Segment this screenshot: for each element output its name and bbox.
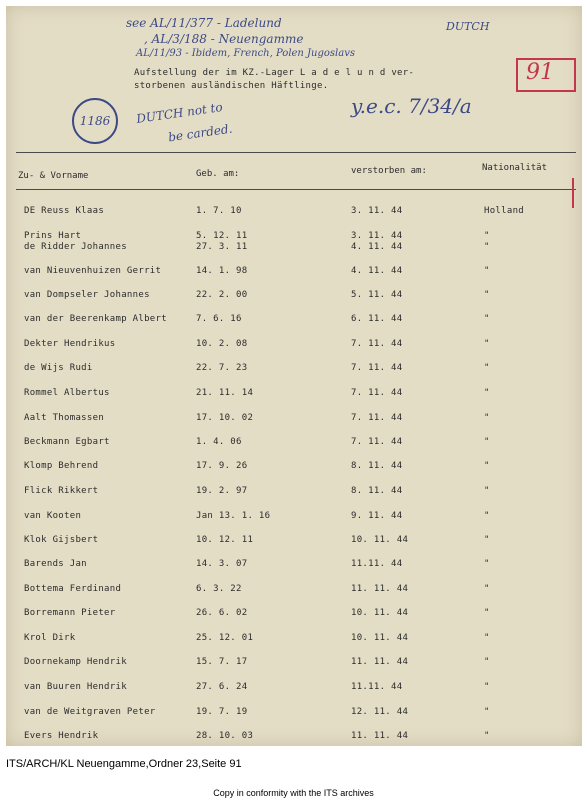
handwritten-note-ref2: , AL/3/188 - Neuengamme <box>144 32 304 46</box>
scanned-document <box>6 6 582 746</box>
table-row: van Buuren Hendrik 27. 6. 24 11.11. 44 " <box>24 682 490 692</box>
column-header-born: Geb. am: <box>196 169 240 179</box>
table-row: de Wijs Rudi 22. 7. 23 7. 11. 44 " <box>24 363 490 373</box>
table-top-rule <box>16 152 576 153</box>
table-row: van der Beerenkamp Albert 7. 6. 16 6. 11. 44 " <box>24 314 490 324</box>
table-row: Klomp Behrend 17. 9. 26 8. 11. 44 " <box>24 461 490 471</box>
handwritten-note-carded: be carded. <box>167 121 234 145</box>
archive-stamp: 1186 <box>72 98 118 144</box>
table-row: Bottema Ferdinand 6. 3. 22 11. 11. 44 " <box>24 584 490 594</box>
table-header-rule <box>16 189 576 190</box>
table-row: van Dompseler Johannes 22. 2. 00 5. 11. 44 " <box>24 290 490 300</box>
document-title-line1: Aufstellung der im KZ.-Lager L a d e l u n d ver- <box>134 68 415 78</box>
column-header-nationality: Nationalität <box>482 163 548 173</box>
column-header-died: verstorben am: <box>351 166 427 176</box>
table-row: Rommel Albertus 21. 11. 14 7. 11. 44 " <box>24 388 490 398</box>
table-row: Barends Jan 14. 3. 07 11.11. 44 " <box>24 559 490 569</box>
table-row: Prins Hart 5. 12. 11 3. 11. 44 " <box>24 231 490 241</box>
table-row: Borremann Pieter 26. 6. 02 10. 11. 44 " <box>24 608 490 618</box>
table-row: Krol Dirk 25. 12. 01 10. 11. 44 " <box>24 633 490 643</box>
archive-caption: ITS/ARCH/KL Neuengamme,Ordner 23,Seite 91 <box>6 758 242 770</box>
table-row: Evers Hendrik 28. 10. 03 11. 11. 44 " <box>24 731 490 741</box>
table-row: DE Reuss Klaas 1. 7. 10 3. 11. 44 Holland <box>24 206 525 216</box>
page-number: 91 <box>526 60 554 85</box>
table-row: Klok Gijsbert 10. 12. 11 10. 11. 44 " <box>24 535 490 545</box>
table-row: Doornekamp Hendrik 15. 7. 17 11. 11. 44 " <box>24 657 490 667</box>
handwritten-reference-code: y.e.c. 7/34/a <box>351 94 472 118</box>
table-row: de Ridder Johannes 27. 3. 11 4. 11. 44 " <box>24 242 490 252</box>
table-row: van de Weitgraven Peter 19. 7. 19 12. 11. 44 " <box>24 707 490 717</box>
red-margin-mark <box>572 178 574 208</box>
table-row: van Nieuvenhuizen Gerrit 14. 1. 98 4. 11. 44 " <box>24 266 490 276</box>
table-row: van Kooten Jan 13. 1. 16 9. 11. 44 " <box>24 511 490 521</box>
column-header-name: Zu- & Vorname <box>18 171 89 181</box>
table-row: Flick Rikkert 19. 2. 97 8. 11. 44 " <box>24 486 490 496</box>
handwritten-note-not-to: DUTCH not to <box>135 100 224 126</box>
table-row: Dekter Hendrikus 10. 2. 08 7. 11. 44 " <box>24 339 490 349</box>
table-row: Aalt Thomassen 17. 10. 02 7. 11. 44 " <box>24 413 490 423</box>
document-title-line2: storbenen ausländischen Häftlinge. <box>134 81 329 91</box>
handwritten-note-ref1: see AL/11/377 - Ladelund <box>126 16 282 30</box>
conformity-footer: Copy in conformity with the ITS archives <box>213 788 374 798</box>
table-row: Beckmann Egbart 1. 4. 06 7. 11. 44 " <box>24 437 490 447</box>
handwritten-note-ref3: AL/11/93 - Ibidem, French, Polen Jugoslavs <box>136 48 355 59</box>
handwritten-note-dutch: DUTCH <box>446 20 490 33</box>
